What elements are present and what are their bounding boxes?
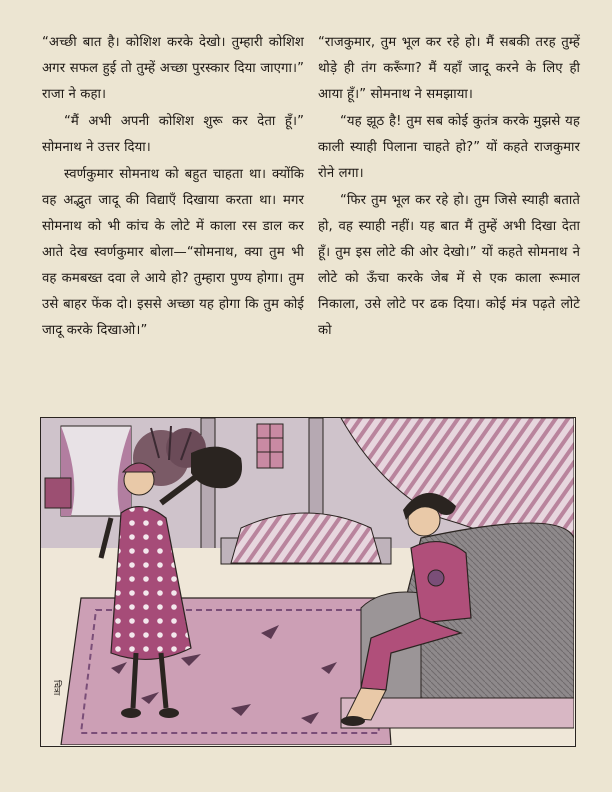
- illustration-drawing: [41, 418, 574, 745]
- artist-signature: चित्रा: [51, 680, 61, 696]
- paragraph: “मैं अभी अपनी कोशिश शुरू कर देता हूँ।” सोमनाथ ने उत्तर दिया।: [42, 114, 304, 155]
- paragraph: “राजकुमार, तुम भूल कर रहे हो। मैं सबकी तरह तुम्हें थोड़े ही तंग करूँगा? मैं यहाँ जादू करने के लिए ही आया हूँ।” सोमनाथ ने समझाया।: [318, 35, 580, 102]
- left-text-column: [42, 30, 304, 344]
- story-illustration: [40, 417, 576, 747]
- right-text-column: [318, 30, 580, 344]
- paragraph: “फिर तुम भूल कर रहे हो। तुम जिसे स्याही बताते हो, वह स्याही नहीं। यह बात मैं तुम्हें अभी दिखा देता हूँ। तुम इस लोटे की ओर देखो।” यों कहते सोमनाथ ने लोटे को ऊँचा करके जेब में से एक काला रूमाल निकाला, उसे लोटे पर ढक दिया। कोई मंत्र पढ़ते लोटे को: [318, 193, 580, 338]
- paragraph: “यह झूठ है! तुम सब कोई कुतंत्र करके मुझसे यह काली स्याही पिलाना चाहते हो?” यों कहते राजकुमार रोने लगा।: [318, 114, 580, 181]
- paragraph: स्वर्णकुमार सोमनाथ को बहुत चाहता था। क्योंकि वह अद्भुत जादू की विद्याएँ दिखाया करता था। मगर सोमनाथ को भी कांच के लोटे में काला रस डाल कर आते देख स्वर्णकुमार बोला—“सोमनाथ, क्या तुम भी वह कमबख्त दवा ले आये हो? तुम्हारा पुण्य होगा। तुम उसे बाहर फेंक दो। इससे अच्छा यह होगा कि तुम कोई जादू करके दिखाओ।”: [42, 167, 304, 338]
- paragraph: “अच्छी बात है। कोशिश करके देखो। तुम्हारी कोशिश अगर सफल हुई तो तुम्हें अच्छा पुरस्कार दिया जाएगा।” राजा ने कहा।: [42, 35, 304, 102]
